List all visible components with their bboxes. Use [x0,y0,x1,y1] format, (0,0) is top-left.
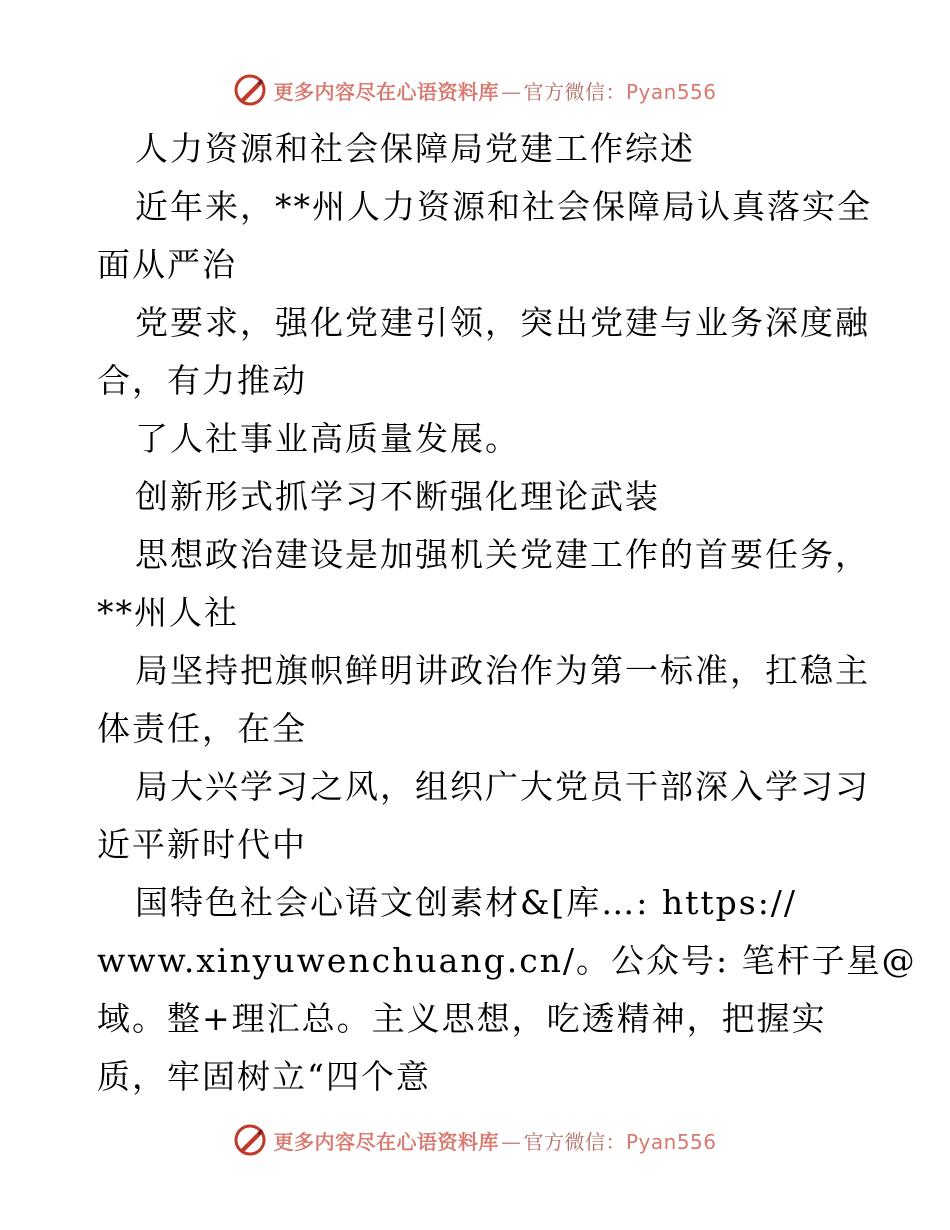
pen-logo-icon [233,73,267,107]
paragraph-line: 面从严治 [97,245,237,284]
paragraph-line: 局大兴学习之风，组织广大党员干部深入学习习 [135,767,870,806]
paragraph-line: 质，牢固树立“四个意 [97,1057,431,1096]
paragraph-line: **州人社 [97,593,239,632]
banner-dash: — [500,79,522,104]
paragraph-line: 局坚持把旗帜鲜明讲政治作为第一标准，扛稳主 [135,651,870,690]
paragraph-line: www.xinyuwenchuang.cn/。公众号: 笔杆子星@ [97,941,917,980]
banner-wechat-id: Pyan556 [625,1129,717,1154]
paragraph-line: 国特色社会心语文创素材&[库…: https:// [135,883,798,922]
banner-brand: 更多内容尽在心语资料库 [273,1129,499,1154]
banner-wechat-label: 官方微信： [523,79,626,104]
banner-text [273,76,716,105]
paragraph-line: 域。整+理汇总。主义思想，吃透精神，把握实 [97,999,827,1038]
document-body [97,120,917,1106]
banner-wechat-label: 官方微信： [523,1129,626,1154]
banner-brand: 更多内容尽在心语资料库 [273,79,499,104]
banner-text [273,1126,716,1155]
paragraph-line: 了人社事业高质量发展。 [135,419,520,458]
paragraph-line: 近平新时代中 [97,825,307,864]
footer-banner [0,1120,950,1160]
paragraph-line: 体责任，在全 [97,709,307,748]
header-banner [0,70,950,110]
banner-dash: — [500,1129,522,1154]
paragraph-line: 党要求，强化党建引领，突出党建与业务深度融 [135,303,870,342]
paragraph-line: 合，有力推动 [97,361,307,400]
banner-wechat-id: Pyan556 [625,79,717,104]
section-heading: 创新形式抓学习不断强化理论武装 [135,477,660,516]
pen-logo-icon [233,1123,267,1157]
document-title: 人力资源和社会保障局党建工作综述 [135,129,695,168]
paragraph-line: 思想政治建设是加强机关党建工作的首要任务， [135,535,870,574]
paragraph-line: 近年来，**州人力资源和社会保障局认真落实全 [135,187,872,226]
